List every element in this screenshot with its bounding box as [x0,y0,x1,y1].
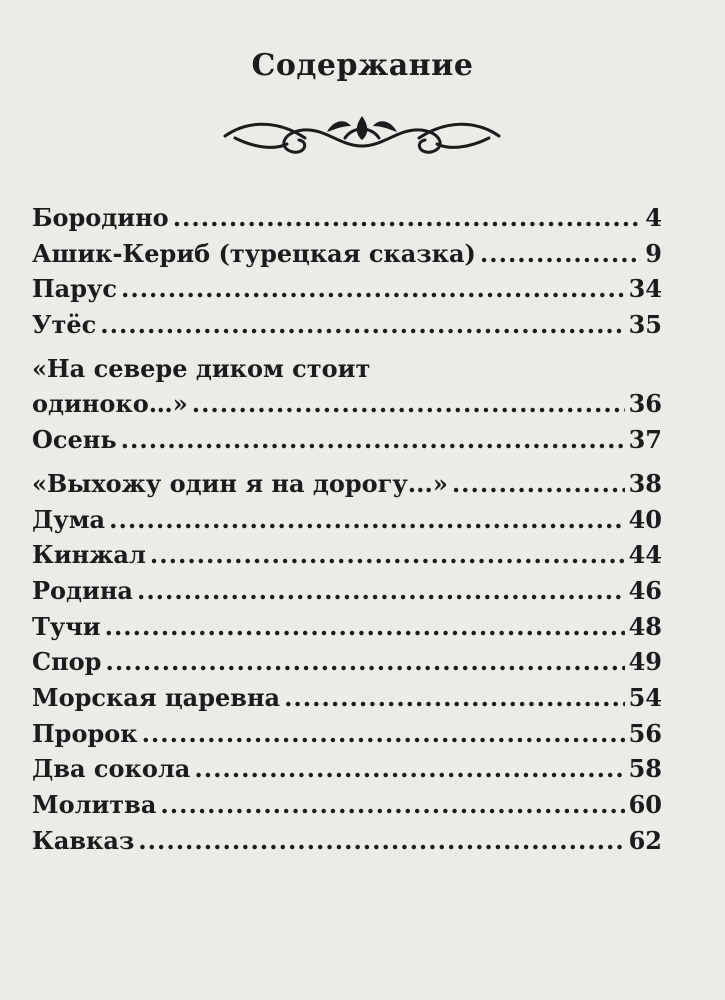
toc-entry-title: Пророк [32,718,138,748]
toc-entry-page: 38 [628,468,662,498]
toc-entry-page: 60 [628,790,662,819]
toc-leader [121,422,625,458]
toc-entry-page: 56 [628,718,662,748]
toc-entry-title: Дума [32,504,106,534]
toc-entry-page: 58 [628,754,662,784]
toc-leader [138,823,624,859]
toc-entry-page: 40 [628,504,662,534]
toc-entry [32,236,662,272]
toc-entry-page: 4 [645,203,662,232]
toc-leader [105,609,625,645]
toc-entry-title: Бородино [32,203,169,232]
toc-entry-page: 49 [628,647,662,677]
toc-entry [32,502,662,538]
toc-entry [32,422,662,458]
toc-entry-title: Молитва [32,790,157,819]
toc-leader [160,787,624,823]
toc-entry-page: 62 [628,825,662,855]
toc-entry-title: Тучи [32,611,101,641]
toc-entry [32,466,662,502]
table-of-contents [32,200,662,858]
toc-entry [32,823,662,859]
page-title: Содержание [251,48,474,83]
toc-entry-title-line2: одиноко…» [32,389,188,419]
toc-entry-title: Кинжал [32,540,146,570]
toc-leader [142,716,625,752]
toc-entry-page: 48 [628,611,662,641]
toc-entry [32,644,662,680]
toc-entry-page: 46 [628,575,662,605]
toc-entry [32,680,662,716]
toc-entry-title: Ашик-Кериб (турецкая сказка) [32,238,476,268]
toc-entry-title: Утёс [32,310,97,340]
toc-entry [32,307,662,343]
toc-entry-title: Два сокола [32,754,191,784]
toc-leader [150,537,625,573]
toc-entry-title-line1: «На севере диком стоит [32,353,371,383]
toc-entry-page: 44 [628,540,662,570]
toc-entry-page: 37 [628,425,662,455]
toc-entry-title: Кавказ [32,825,135,855]
toc-entry-title: Спор [32,647,102,677]
toc-entry [32,200,662,236]
toc-leader [192,386,625,422]
toc-entry-title: Парус [32,274,117,304]
toc-leader [480,236,641,272]
toc-entry-title: Осень [32,425,117,455]
toc-entry [32,751,662,787]
toc-leader [105,644,624,680]
toc-entry-page: 9 [645,238,662,268]
toc-entry-title: Морская царевна [32,682,281,712]
toc-entry-title: Родина [32,575,133,605]
toc-entry-title: «Выхожу один я на дорогу...» [32,468,448,498]
toc-leader [137,573,625,609]
toc-leader [173,200,642,236]
toc-leader [194,751,624,787]
toc-leader [452,466,625,502]
toc-entry-page: 36 [628,389,662,419]
toc-entry [32,716,662,752]
toc-leader [100,307,624,343]
toc-entry-page: 54 [628,682,662,712]
toc-leader [121,271,625,307]
ornament-icon [205,108,520,163]
toc-entry [32,537,662,573]
toc-leader [284,680,625,716]
toc-entry [32,573,662,609]
toc-leader [109,502,624,538]
toc-entry-page: 34 [628,274,662,304]
toc-entry [32,351,662,422]
toc-entry-page: 35 [628,310,662,340]
toc-entry [32,609,662,645]
toc-entry [32,787,662,823]
toc-entry [32,271,662,307]
